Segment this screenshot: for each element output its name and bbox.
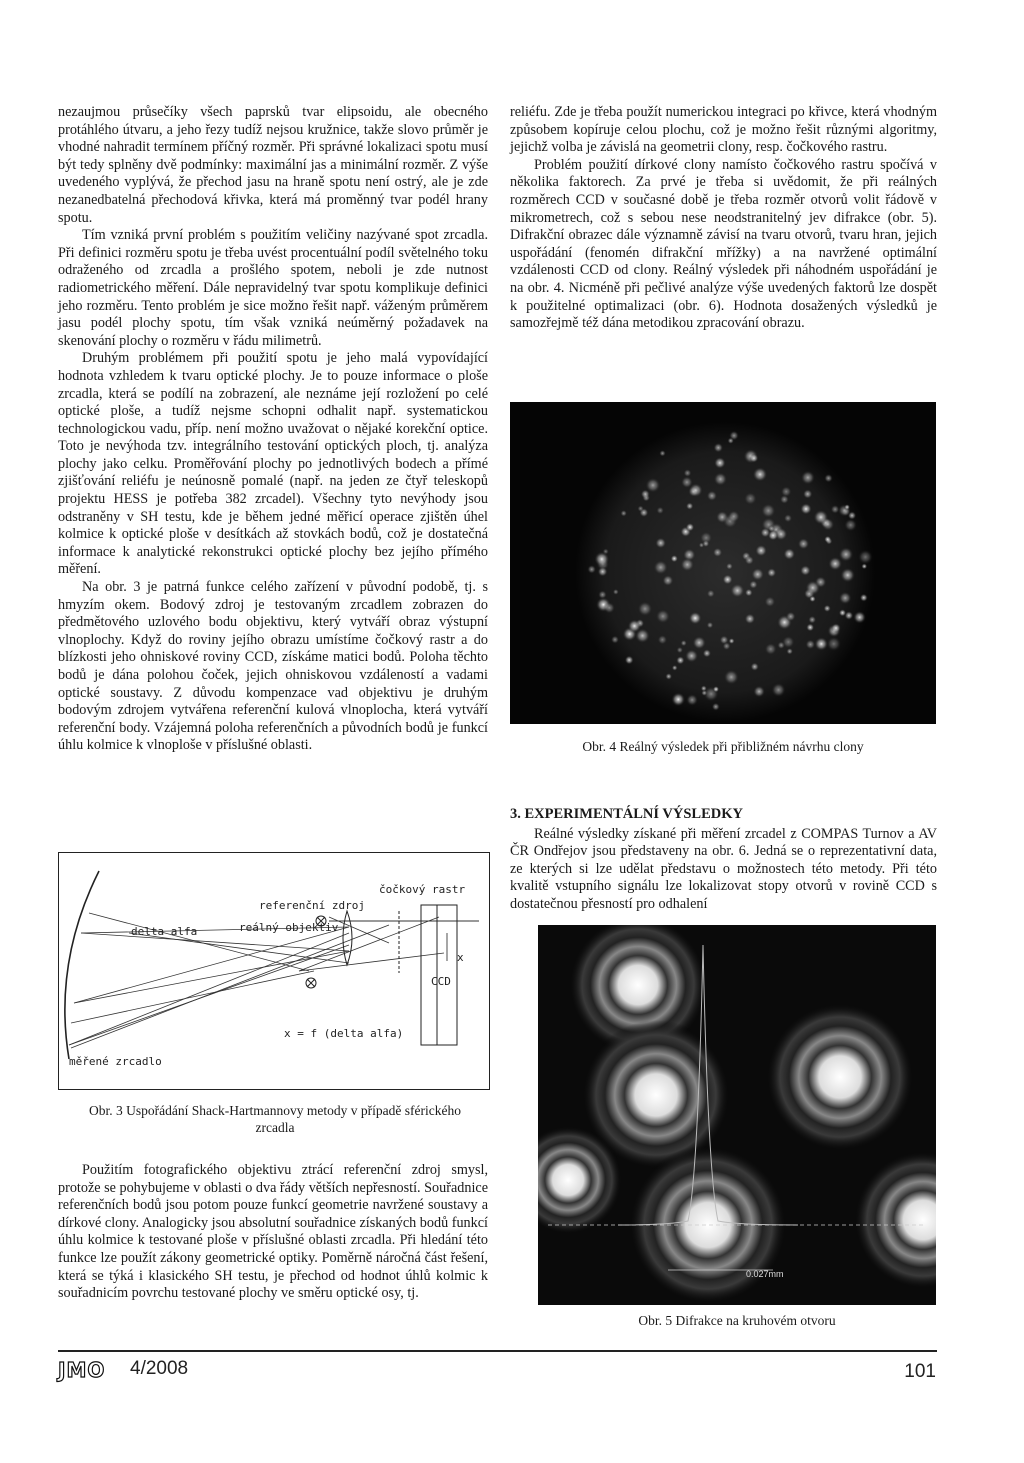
light-spot bbox=[764, 596, 776, 608]
journal-logo: JMO bbox=[58, 1358, 106, 1382]
light-spot bbox=[637, 601, 653, 617]
light-spot bbox=[676, 647, 683, 654]
light-spot bbox=[707, 589, 716, 598]
light-spot bbox=[723, 669, 739, 685]
label-reference-source: referenční zdroj bbox=[259, 899, 365, 912]
light-spot bbox=[686, 502, 694, 510]
figure-4-photo bbox=[510, 402, 936, 724]
light-spot bbox=[844, 518, 857, 531]
light-spot bbox=[713, 547, 723, 557]
light-spot bbox=[685, 523, 694, 532]
paragraph: Na obr. 3 je patrná funkce celého zařízení v původní podobě, tj. s hmyzím okem. Bodový zdroj je testovaným zrcadlem zobrazen do předmětového uzlového bodu objektivu, který vytváří obraz výstupní vlnoplochy. Když do roviny jejího obrazu umístíme čočkový rastr a do blízkosti jeho ohniskové roviny CCD, získáme matici bodů. Poloha těchto bodů je dána polohou čoček, jejich ohniskovou vzdáleností a vadami optické soustavy. Z důvodu kompenzace vad objektivu je druhým bodovým zdrojem vytvářena referenční kulová vlnoplocha, která vytváří referenční body. Vzájemná poloha referenčních a původních bodů je funkcí úhlu kolmice k vlnoploše v příslušné oblasti. bbox=[58, 579, 488, 754]
light-spot bbox=[744, 555, 754, 565]
light-spot bbox=[782, 635, 795, 648]
left-column bbox=[58, 104, 488, 755]
light-spot bbox=[625, 655, 634, 664]
light-spot bbox=[839, 591, 852, 604]
footer-rule bbox=[58, 1350, 937, 1352]
light-spot bbox=[726, 563, 733, 570]
light-spot bbox=[680, 640, 687, 647]
light-spot bbox=[838, 547, 853, 562]
light-spot bbox=[653, 560, 668, 575]
light-spot bbox=[587, 565, 596, 574]
light-spot bbox=[803, 489, 813, 499]
light-spot bbox=[713, 472, 727, 486]
issue-number: 4/2008 bbox=[130, 1358, 189, 1379]
light-spot bbox=[755, 544, 768, 557]
light-spot bbox=[727, 510, 740, 523]
light-spot bbox=[840, 567, 855, 582]
light-spot bbox=[688, 486, 699, 497]
light-spot bbox=[805, 639, 815, 649]
light-spot bbox=[594, 551, 610, 567]
light-spot bbox=[800, 565, 811, 576]
light-spot bbox=[712, 703, 720, 711]
light-spot bbox=[744, 492, 757, 505]
light-spot bbox=[620, 510, 627, 517]
light-spot bbox=[760, 527, 771, 538]
light-spot bbox=[844, 504, 850, 510]
light-spot bbox=[806, 623, 815, 632]
light-spot bbox=[645, 477, 661, 493]
light-spot bbox=[686, 694, 698, 706]
light-spot bbox=[702, 649, 711, 658]
paragraph: reliéfu. Zde je třeba použít numerickou integraci po křivce, která vhodným způsobem kopíruje celou plochu, což je možno řešit různými algoritmy, jejichž volba je závislá na geometrii clony, resp. čočkového rastru. bbox=[510, 104, 937, 156]
paragraph: Problém použití dírkové clony namísto čočkového rastru spočívá v několika faktorech. Za prvé je třeba si uvědomit, že při reálných rozměrech CCD v současné době je třeba rozměr otvorů volit řádově v mikrometrech, což s sebou nese neodstranitelný jev difrakce (obr. 5). Difrakční obrazec dále významně závisí na tvaru otvorů, tvaru hran, jejich uspořádání (fenomén difrakční mřížky) a na navržené optimální vzdálenosti CCD od clony. Reálný výsledek při náhodném uspořádání je na obr. 4. Nicméně při pečlivé analýze výše uvedených faktorů lze dospět k použitelné optimalizaci (obr. 6). Hodnota dosažených výsledků je samozřejmě též dána metodikou zpracování obrazu. bbox=[510, 156, 937, 332]
light-spot bbox=[657, 635, 667, 645]
light-spot bbox=[824, 536, 832, 544]
light-spot bbox=[839, 609, 847, 617]
light-spot bbox=[670, 555, 678, 563]
light-spot bbox=[655, 609, 670, 624]
light-spot bbox=[744, 613, 755, 624]
light-spot bbox=[814, 637, 828, 651]
left-column-bottom bbox=[58, 1162, 488, 1303]
light-spot bbox=[808, 616, 816, 624]
light-spot bbox=[611, 635, 620, 644]
light-spot bbox=[753, 685, 765, 697]
label-delta-alfa: delta alfa bbox=[131, 925, 198, 938]
paragraph: Tím vzniká první problém s použitím veličiny nazývané spot zrcadla. Při definici rozměru spotu je třeba uvést procentuální podíl světelného toku odraženého od zrcadla a prošlého spotem, neboli je zde nutnost radiometrického měření. Dále nepravidelný tvar spotu komplikuje definici jeho rozměru. Tento problém je sice možno řešit např. váženým průměrem jasu podél plochy spotu, tím však vzniká neúměrný požadavek na skenování plochy o rozměru v řádu milimetrů. bbox=[58, 227, 488, 349]
light-spot bbox=[797, 538, 809, 550]
light-spot bbox=[688, 611, 702, 625]
light-spot bbox=[809, 595, 816, 602]
light-spot bbox=[713, 443, 723, 453]
label-formula: x = f (delta alfa) bbox=[284, 1027, 404, 1040]
right-column bbox=[510, 104, 937, 333]
light-spot bbox=[655, 537, 667, 549]
light-spot bbox=[627, 619, 641, 633]
figure-3-caption: Obr. 3 Uspořádání Shack-Hartmannovy metody v případě sférického zrcadla bbox=[89, 1103, 461, 1135]
light-spot bbox=[786, 611, 796, 621]
paragraph: Reálné výsledky získané při měření zrcadel z COMPAS Turnov a AV ČR Ondřejov jsou představeny na obr. 6. Jedná se o reprezentativní data, ze kterých si lze udělat představu o možnostech této metody. Při této kvalitě vstupního signálu lze lokalizovat stopy otvorů v rovině CCD s dostatečnou přesností pro odhalení bbox=[510, 825, 937, 912]
light-spot bbox=[656, 506, 664, 514]
light-spot bbox=[672, 665, 678, 671]
light-spot bbox=[706, 622, 713, 629]
paragraph: Použitím fotografického objektivu ztrácí referenční zdroj smysl, protože se pohybujeme v oblasti o dva řády větších nepřesností. Souřadnice referenčních bodů jsou potom pouze funkcí geometrie navržené soustavy a dírkové clony. Analogicky jsou absolutní souřadnice získaných bodů funkcí úhlu kolmice k testované ploše v příslušné oblasti zrcadla. Při hledání této funkce lze použít zákony geometrické optiky. Poměrně náročná část řešení, která se týká i klasického SH testu, je přechod od hodnot úhlů kolmic k souřadnicím povrchu testované plochy ve směru optické osy, tj. bbox=[58, 1162, 488, 1302]
light-spot bbox=[784, 514, 793, 523]
light-spot bbox=[701, 685, 708, 692]
light-spot bbox=[780, 495, 790, 505]
figure-4-caption: Obr. 4 Reálný výsledek při přibližném návrhu clony bbox=[582, 739, 864, 754]
light-spot bbox=[861, 563, 867, 569]
light-spot bbox=[771, 683, 786, 698]
light-spot bbox=[659, 450, 666, 457]
label-lens-raster: čočkový rastr bbox=[379, 883, 466, 896]
light-spot bbox=[637, 505, 644, 512]
light-spot bbox=[823, 605, 831, 613]
light-spot bbox=[613, 589, 619, 595]
light-spot bbox=[751, 568, 765, 582]
diffraction-ring-image bbox=[538, 925, 936, 1305]
light-spot bbox=[750, 662, 759, 671]
light-spot bbox=[727, 437, 734, 444]
paragraph: nezaujmou průsečíky všech paprsků tvar elipsoidu, ale obecného protáhlého útvaru, a jeho řezy tudíž nejsou kružnice, takže slovo průměr je vhodné nahradit termínem příčný rozměr. Při správné lokalizaci spotu musí být tedy splněny dvě podmínky: maximální jas a minimální rozměr. Z výše uvedeného vyplývá, že přechod jasu na hraně spotu není ostrý, ale je zde nezanedbatelná přechodová křivka, která má proměnný tvar podél hrany spotu. bbox=[58, 104, 488, 226]
light-spot bbox=[761, 503, 776, 518]
light-spot bbox=[801, 470, 816, 485]
light-spot bbox=[783, 548, 796, 561]
label-x: x bbox=[457, 951, 464, 964]
light-spot bbox=[749, 454, 758, 463]
light-spot bbox=[730, 583, 745, 598]
page-number: 101 bbox=[904, 1361, 936, 1382]
light-spot bbox=[860, 594, 868, 602]
light-spot bbox=[858, 549, 873, 564]
mirror-arc bbox=[65, 871, 99, 1059]
light-spot bbox=[722, 642, 731, 651]
light-spot bbox=[786, 648, 793, 655]
light-spot bbox=[692, 636, 706, 650]
light-spot bbox=[745, 588, 753, 596]
light-spot bbox=[685, 649, 699, 663]
light-spot bbox=[749, 580, 758, 589]
light-spot bbox=[662, 575, 674, 587]
light-spot bbox=[702, 540, 710, 548]
figure-5-photo bbox=[538, 925, 936, 1305]
light-spot bbox=[603, 602, 615, 614]
light-spot bbox=[671, 692, 685, 706]
light-spot bbox=[821, 518, 834, 531]
label-ccd: CCD bbox=[431, 975, 451, 988]
light-spot bbox=[676, 656, 685, 665]
light-spot bbox=[800, 503, 812, 515]
light-spot bbox=[597, 566, 608, 577]
light-spot bbox=[665, 673, 672, 680]
right-column-lower bbox=[510, 806, 937, 914]
figure-5-caption: Obr. 5 Difrakce na kruhovém otvoru bbox=[638, 1313, 836, 1328]
light-spot bbox=[805, 580, 821, 596]
light-spot bbox=[752, 467, 767, 482]
light-spot bbox=[680, 557, 694, 571]
figure-3-diagram bbox=[58, 852, 490, 1090]
label-real-objective: reálný objektiv bbox=[239, 921, 339, 934]
shack-hartmann-diagram bbox=[59, 853, 489, 1089]
objective-lens bbox=[343, 911, 352, 965]
light-spot bbox=[831, 623, 841, 633]
light-spot bbox=[706, 490, 717, 501]
light-spot bbox=[722, 574, 733, 585]
diffraction-spots-image bbox=[510, 402, 936, 724]
light-spot bbox=[713, 686, 720, 693]
airy-disk bbox=[765, 1002, 915, 1152]
light-spot bbox=[824, 474, 833, 483]
scale-label: 0.027mm bbox=[746, 1269, 784, 1279]
light-spot bbox=[764, 643, 777, 656]
paragraph: Druhým problémem při použití spotu je jeho malá vypovídající hodnota vzhledem k tvaru optické plochy. Je to pouze informace o ploše zrcadla, která se podílí na zobrazení, ale neznáme její rozložení po celé optické ploše, a tudíž nejsme schopni odhalit např. systematickou technologickou vadu, příp. není možno uvažovat o nějaké korekční optice. Toto je nevýhoda tzv. integrálního testování optických ploch, tj. analýza plochy jako celku. Proměřování plochy po jednotlivých bodech a přímé zjišťování reliéfu je neúnosně pomalé (např. na jeden ze čtyř teleskopů projektu HESS je potřeba 382 zrcadel). Všechny tyto nevýhody jsou odstraněny v SH testu, kde je během jedné měřicí operace zjištěn úhel kolmice k optické ploše v desítkách až stovkách bodů, což je dostatečná informace k analytické rekonstrukci optické plochy bez jejího přímého měření. bbox=[58, 350, 488, 578]
light-spot bbox=[714, 457, 726, 469]
light-spot bbox=[767, 568, 777, 578]
light-spot bbox=[853, 611, 866, 624]
section-heading: 3. EXPERIMENTÁLNÍ VÝSLEDKY bbox=[510, 806, 743, 822]
label-mirror: měřené zrcadlo bbox=[69, 1055, 162, 1068]
